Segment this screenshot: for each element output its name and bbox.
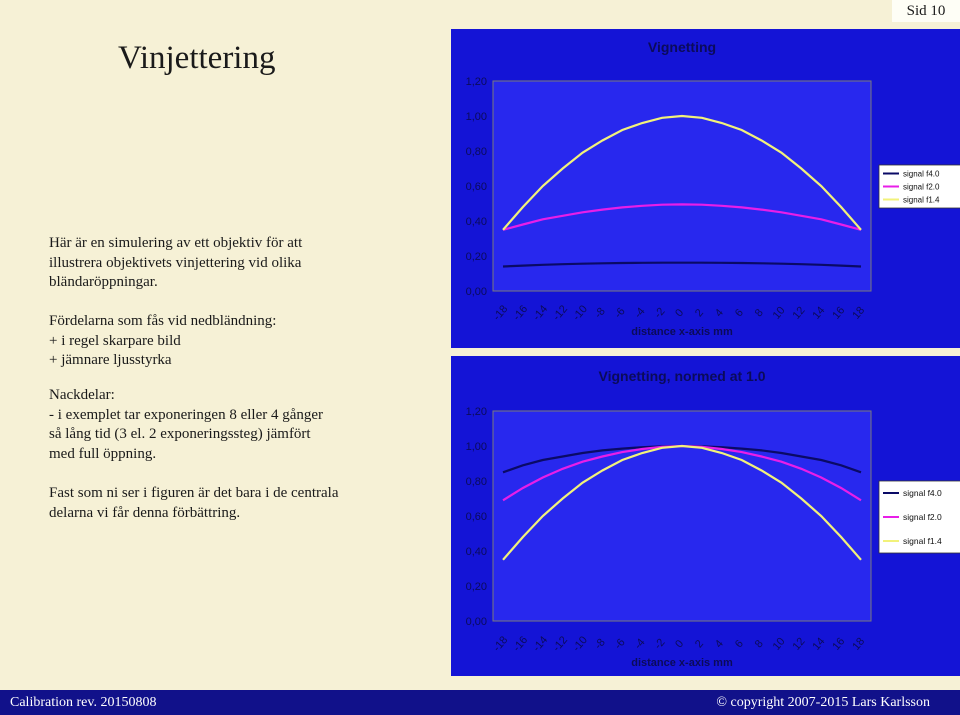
x-tick-label: 10 xyxy=(770,635,788,653)
x-tick-label: 0 xyxy=(673,637,687,651)
x-tick-label: -18 xyxy=(490,634,511,655)
plot-area xyxy=(493,81,871,291)
x-tick-label: 14 xyxy=(810,635,828,653)
legend-label: signal f1.4 xyxy=(903,195,940,205)
x-tick-label: -18 xyxy=(490,303,511,324)
x-tick-label: 18 xyxy=(850,635,868,653)
chart-title: Vignetting, normed at 1.0 xyxy=(598,368,766,384)
y-tick-label: 0,40 xyxy=(465,546,487,558)
legend-label: signal f2.0 xyxy=(903,512,942,522)
x-tick-label: -10 xyxy=(570,303,590,324)
page-title: Vinjettering xyxy=(118,40,276,76)
legend-label: signal f4.0 xyxy=(903,169,940,179)
y-tick-label: 1,20 xyxy=(465,406,487,418)
x-tick-label: -8 xyxy=(592,636,608,652)
x-tick-label: -14 xyxy=(530,303,551,324)
x-tick-label: -4 xyxy=(632,305,648,321)
x-tick-label: 10 xyxy=(770,304,788,322)
x-tick-label: -12 xyxy=(550,634,571,655)
x-tick-label: -4 xyxy=(632,636,648,652)
y-tick-label: 0,60 xyxy=(465,511,487,523)
y-tick-label: 0,80 xyxy=(465,476,487,488)
y-tick-label: 0,40 xyxy=(465,216,487,228)
x-tick-label: 16 xyxy=(830,304,848,322)
x-tick-label: -6 xyxy=(612,636,628,652)
disadvantages-paragraph: Nackdelar: - i exemplet tar exponeringen 8 eller 4 gånger så lång tid (3 el. 2 exponeringssteg) jämfört med full öppning. xyxy=(49,387,324,462)
x-tick-label: 0 xyxy=(673,306,687,320)
y-tick-label: 0,60 xyxy=(465,181,487,193)
x-tick-label: -6 xyxy=(612,305,628,321)
x-tick-label: -14 xyxy=(530,634,551,655)
x-tick-label: 18 xyxy=(850,304,868,322)
x-tick-label: 8 xyxy=(752,637,766,651)
y-tick-label: 0,20 xyxy=(465,581,487,593)
x-tick-label: -12 xyxy=(550,303,571,324)
advantages-paragraph: Fördelarna som fås vid nedbländning: + i regel skarpare bild + jämnare ljusstyrka xyxy=(49,313,277,368)
x-tick-label: -2 xyxy=(652,305,668,321)
x-tick-label: 8 xyxy=(752,306,766,320)
vignetting-normed-chart xyxy=(451,356,960,676)
note-paragraph: Fast som ni ser i figuren är det bara i de centrala delarna vi får denna förbättring. xyxy=(49,485,339,521)
x-tick-label: -2 xyxy=(652,636,668,652)
intro-paragraph: Här är en simulering av ett objektiv för att illustrera objektivets vinjettering vid olika bländaröppningar. xyxy=(49,235,303,290)
x-tick-label: 4 xyxy=(712,306,727,320)
chart-title: Vignetting xyxy=(647,39,717,55)
y-tick-label: 1,00 xyxy=(465,111,487,123)
legend-label: signal f2.0 xyxy=(903,182,940,192)
x-tick-label: -8 xyxy=(592,305,608,321)
page-number: Sid 10 xyxy=(892,0,960,22)
y-tick-label: 1,00 xyxy=(465,441,487,453)
y-tick-label: 0,00 xyxy=(465,616,487,628)
x-tick-label: -16 xyxy=(510,634,531,655)
x-tick-label: 6 xyxy=(732,306,746,320)
footer-copyright-text: © copyright 2007-2015 Lars Karlsson xyxy=(716,695,930,710)
vignetting-chart xyxy=(451,29,960,348)
x-tick-label: -10 xyxy=(570,634,590,655)
y-tick-label: 0,20 xyxy=(465,251,487,263)
legend-label: signal f1.4 xyxy=(903,536,942,546)
x-tick-label: 14 xyxy=(810,304,828,322)
x-tick-label: 12 xyxy=(790,635,808,653)
footer-calibration-text: Calibration rev. 20150808 xyxy=(10,695,157,710)
footer-bar xyxy=(0,690,960,715)
y-tick-label: 0,00 xyxy=(465,286,487,298)
x-tick-label: -16 xyxy=(510,303,531,324)
x-tick-label: 6 xyxy=(732,637,746,651)
y-tick-label: 1,20 xyxy=(465,76,487,88)
x-axis-label: distance x-axis mm xyxy=(631,326,733,338)
x-axis-label: distance x-axis mm xyxy=(631,657,733,669)
plot-area xyxy=(493,411,871,621)
legend-label: signal f4.0 xyxy=(903,488,942,498)
x-tick-label: 12 xyxy=(790,304,808,322)
x-tick-label: 2 xyxy=(693,637,707,651)
x-tick-label: 16 xyxy=(830,635,848,653)
y-tick-label: 0,80 xyxy=(465,146,487,158)
x-tick-label: 2 xyxy=(693,306,707,320)
x-tick-label: 4 xyxy=(712,637,727,651)
